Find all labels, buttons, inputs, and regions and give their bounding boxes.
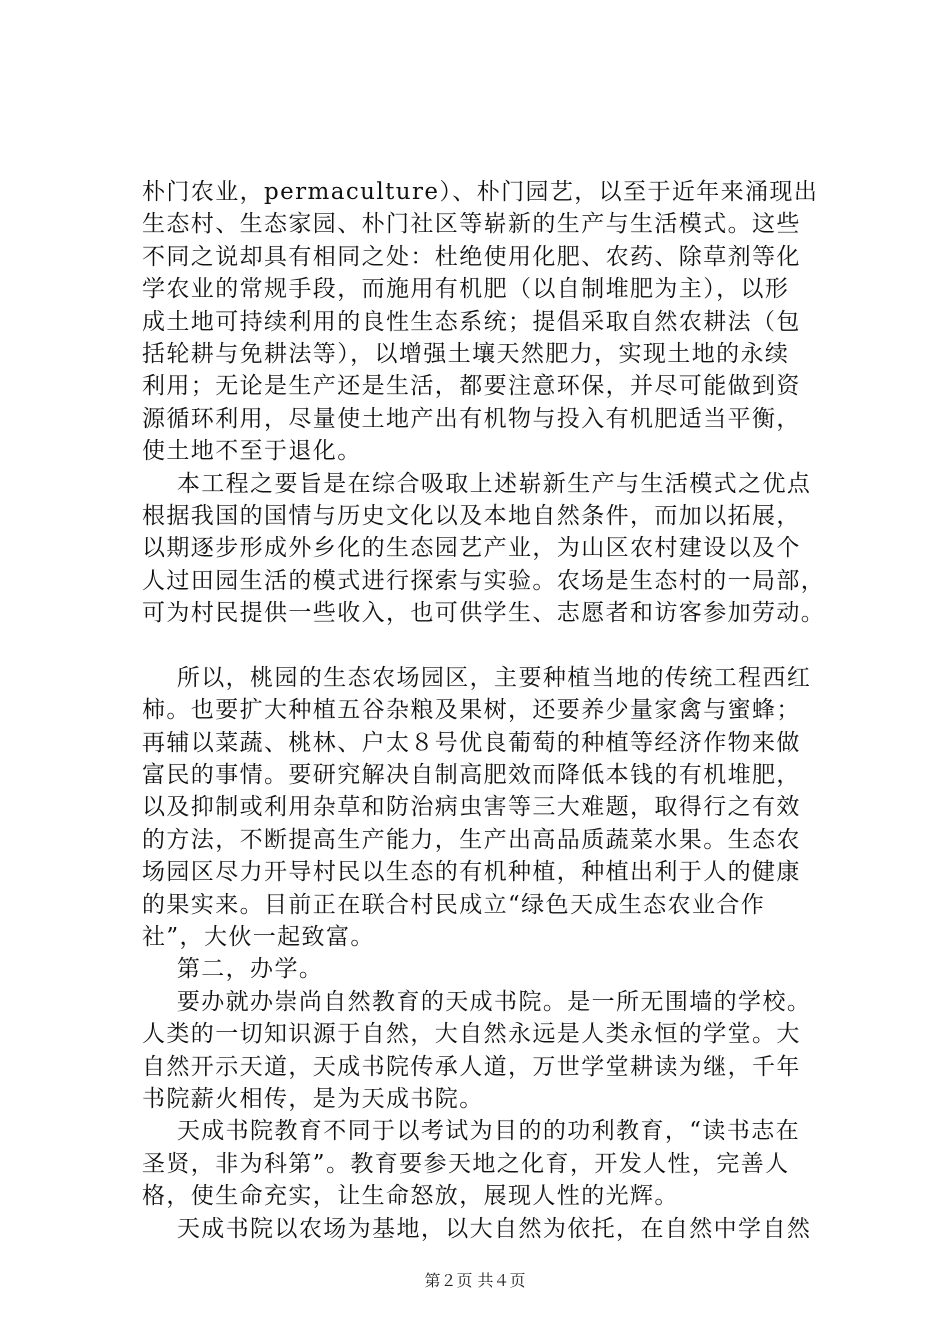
text-line: 人类的一切知识源于自然，大自然永远是人类永恒的学堂。大	[142, 1021, 801, 1048]
text-line: 使土地不至于退化。	[142, 438, 362, 465]
text-line: 所以，桃园的生态农场园区，主要种植当地的传统工程西红	[142, 664, 812, 691]
text-line: 以期逐步形成外乡化的生态园艺产业，为山区农村建设以及个	[142, 535, 801, 562]
text-line: 人过田园生活的模式进行探索与实验。农场是生态村的一局部，	[142, 567, 826, 594]
text-line: 社”，大伙一起致富。	[142, 923, 375, 950]
text-line: 以及抑制或利用杂草和防治病虫害等三大难题，取得行之有效	[142, 794, 801, 821]
text-line: 再辅以菜蔬、桃林、户太８号优良葡萄的种植等经济作物来做	[142, 729, 801, 756]
text-line: 括轮耕与免耕法等），以增强土壤天然肥力，实现土地的永续	[142, 340, 790, 367]
blank-line	[142, 629, 872, 661]
text-line: 生态村、生态家园、朴门社区等崭新的生产与生活模式。这些	[142, 211, 801, 238]
text-line: 书院薪火相传，是为天成书院。	[142, 1085, 484, 1112]
text-line: 自然开示天道，天成书院传承人道，万世学堂耕读为继，千年	[142, 1053, 801, 1080]
text-line: 的果实来。目前正在联合村民成立“绿色天成生态农业合作	[142, 891, 766, 918]
text-line: 柿。也要扩大种植五谷杂粮及果树，还要养少量家禽与蜜蜂；	[142, 697, 801, 724]
text-line: 不同之说却具有相同之处：杜绝使用化肥、农药、除草剂等化	[142, 243, 801, 270]
text-line: 可为村民提供一些收入，也可供学生、志愿者和访客参加劳动。	[142, 600, 826, 627]
text-line: 天成书院以农场为基地，以大自然为依托，在自然中学自然	[142, 1215, 812, 1242]
text-line: 场园区尽力开导村民以生态的有机种植，种植出利于人的健康	[142, 859, 801, 886]
text-line: 第二，办学。	[142, 956, 324, 983]
text-line: 本工程之要旨是在综合吸取上述崭新生产与生活模式之优点	[142, 470, 812, 497]
text-line: 要办就办崇尚自然教育的天成书院。是一所无围墙的学校。	[142, 988, 812, 1015]
document-body	[142, 176, 872, 1245]
text-line: 富民的事情。要研究解决自制高肥效而降低本钱的有机堆肥，	[142, 762, 801, 789]
text-line: 格，使生命充实，让生命怒放，展现人性的光辉。	[142, 1183, 679, 1210]
text-line: 天成书院教育不同于以考试为目的的功利教育，“读书志在	[142, 1118, 801, 1145]
text-line: 学农业的常规手段，而施用有机肥（以自制堆肥为主），以形	[142, 276, 790, 303]
text-line: 源循环利用，尽量使土地产出有机物与投入有机肥适当平衡，	[142, 405, 801, 432]
page-footer: 第２页 共４页	[424, 1271, 526, 1290]
text-line: 利用；无论是生产还是生活，都要注意环保，并尽可能做到资	[142, 373, 801, 400]
text-line: 圣贤，非为科第”。教育要参天地之化育，开发人性，完善人	[142, 1150, 790, 1177]
text-line: 根据我国的国情与历史文化以及本地自然条件，而加以拓展，	[142, 502, 801, 529]
text-line: 的方法，不断提高生产能力，生产出高品质蔬菜水果。生态农	[142, 826, 801, 853]
text-line: 朴门农业，permaculture）、朴门园艺，以至于近年来涌现出	[142, 179, 819, 205]
text-line: 成土地可持续利用的良性生态系统；提倡采取自然农耕法（包	[142, 308, 801, 335]
